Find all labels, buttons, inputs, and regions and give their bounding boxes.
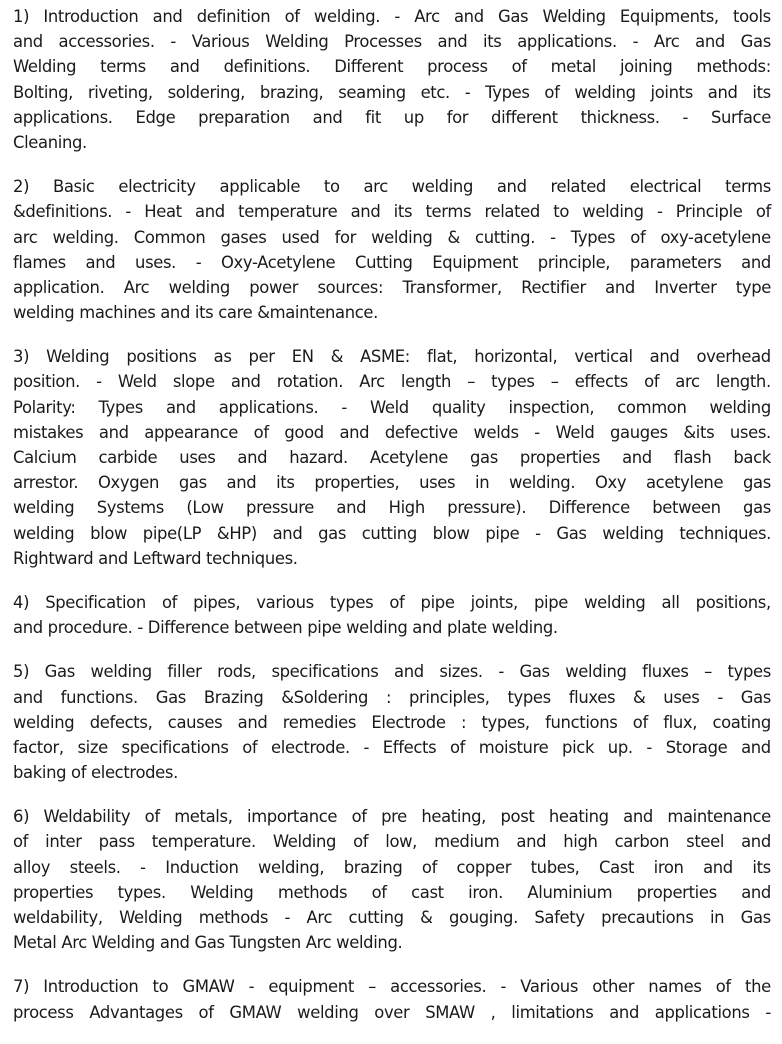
section-5 — [13, 659, 771, 785]
text-line: baking of electrodes. — [13, 763, 178, 783]
text-line: flames and uses. - Oxy-Acetylene Cutting Equipment principle, parameters and — [13, 252, 771, 272]
text-line: application. Arc welding power sources: Transformer, Rectifier and Inverter type — [13, 277, 771, 297]
section-6 — [13, 804, 771, 955]
text-line: Cleaning. — [13, 132, 87, 152]
text-line: position. - Weld slope and rotation. Arc length – types – effects of arc length. — [13, 372, 771, 392]
text-line: &definitions. - Heat and temperature and its terms related to welding - Principle of — [13, 202, 771, 222]
text-line: arrestor. Oxygen gas and its properties, uses in welding. Oxy acetylene gas — [13, 473, 771, 493]
text-line: 3) Welding positions as per EN & ASME: flat, horizontal, vertical and overhead — [13, 347, 771, 367]
text-line: Calcium carbide uses and hazard. Acetylene gas properties and flash back — [13, 448, 771, 467]
text-line: and accessories. - Various Welding Processes and its applications. - Arc and Gas — [13, 32, 771, 52]
text-line: weldability, Welding methods - Arc cutting & gouging. Safety precautions in Gas — [13, 908, 771, 927]
section-2 — [13, 174, 771, 325]
text-line: 1) Introduction and definition of welding. - Arc and Gas Welding Equipments, tools — [13, 7, 771, 26]
text-line: welding machines and its care &maintenance. — [13, 303, 379, 323]
text-line: Bolting, riveting, soldering, brazing, seaming etc. - Types of welding joints and its — [13, 82, 771, 102]
section-7 — [13, 974, 771, 1024]
text-line: Polarity: Types and applications. - Weld quality inspection, common welding — [13, 397, 771, 417]
text-line: welding blow pipe(LP &HP) and gas cutting blow pipe - Gas welding techniques. — [13, 523, 771, 543]
text-line: factor, size specifications of electrode. - Effects of moisture pick up. - Storage and — [13, 737, 771, 757]
section-3 — [13, 344, 771, 571]
text-line: Welding terms and definitions. Different process of metal joining methods: — [13, 57, 771, 77]
text-line: and functions. Gas Brazing &Soldering : principles, types fluxes & uses - Gas — [13, 687, 771, 707]
text-line: Metal Arc Welding and Gas Tungsten Arc welding. — [13, 933, 403, 953]
section-1 — [13, 4, 771, 155]
text-line: properties types. Welding methods of cast iron. Aluminium properties and — [13, 882, 771, 902]
syllabus-document — [13, 4, 771, 1044]
text-line: arc welding. Common gases used for welding & cutting. - Types of oxy-acetylene — [13, 227, 771, 247]
text-line: 2) Basic electricity applicable to arc welding and related electrical terms — [13, 177, 771, 197]
text-line: 7) Introduction to GMAW - equipment – accessories. - Various other names of the — [13, 977, 771, 997]
text-line: alloy steels. - Induction welding, brazing of copper tubes, Cast iron and its — [13, 857, 771, 877]
text-line: applications. Edge preparation and fit up for different thickness. - Surface — [13, 107, 771, 127]
text-line: mistakes and appearance of good and defective welds - Weld gauges &its uses. — [13, 422, 771, 442]
text-line: of inter pass temperature. Welding of low, medium and high carbon steel and — [13, 832, 771, 852]
text-line: 5) Gas welding filler rods, specifications and sizes. - Gas welding fluxes – types — [13, 662, 771, 682]
text-line: 6) Weldability of metals, importance of pre heating, post heating and maintenance — [13, 807, 771, 827]
text-line: welding defects, causes and remedies Electrode : types, functions of flux, coating — [13, 712, 771, 732]
text-line: and procedure. - Difference between pipe welding and plate welding. — [13, 618, 558, 638]
section-4 — [13, 590, 771, 640]
text-line: Rightward and Leftward techniques. — [13, 548, 298, 568]
text-line: process Advantages of GMAW welding over SMAW , limitations and applications - — [13, 1002, 771, 1022]
text-line: welding Systems (Low pressure and High pressure). Difference between gas — [13, 498, 771, 518]
text-line: 4) Specification of pipes, various types of pipe joints, pipe welding all positions, — [13, 592, 771, 612]
